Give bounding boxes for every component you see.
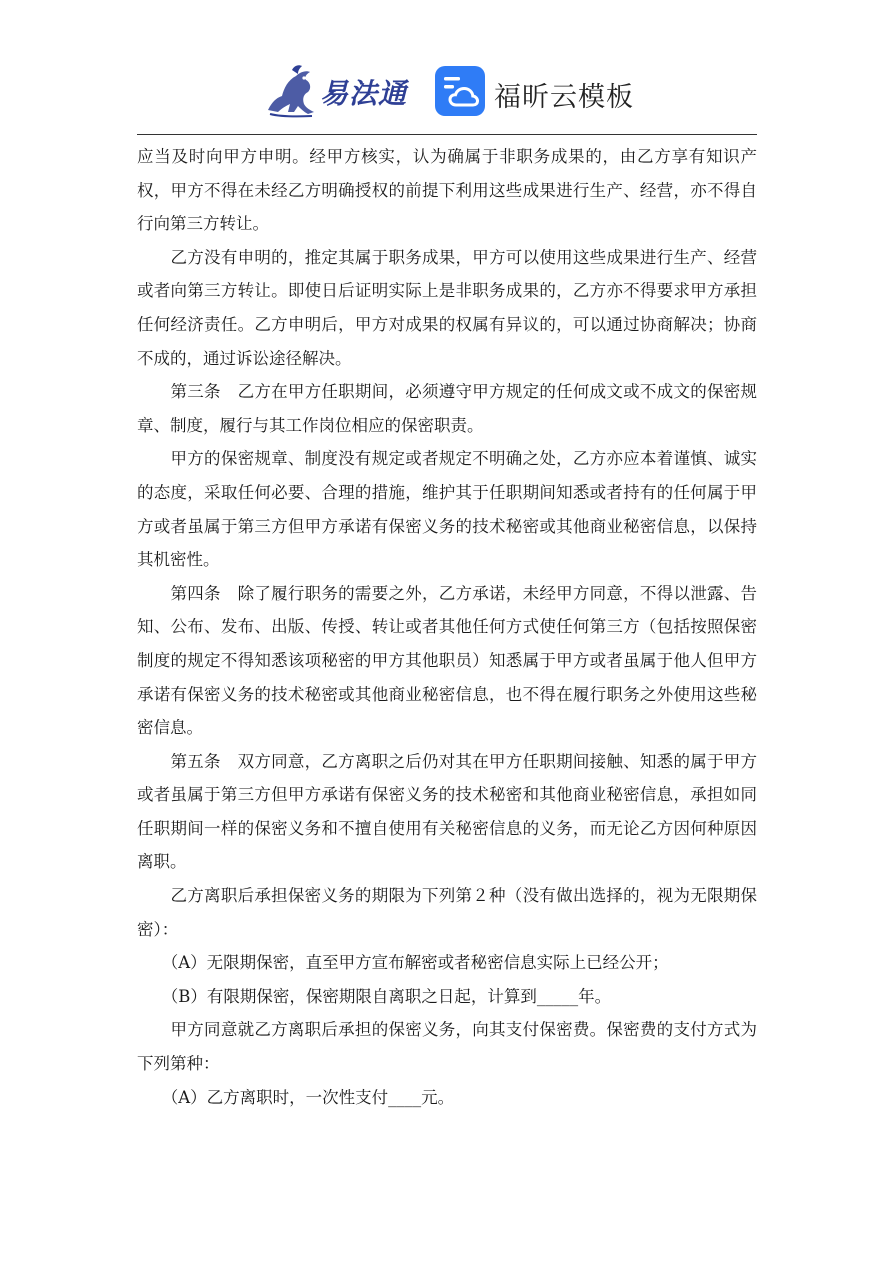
paragraph-3: 第三条 乙方在甲方任职期间，必须遵守甲方规定的任何成文或不成文的保密规章、制度，履行与其工作岗位相应的保密职责。 — [137, 382, 757, 435]
paragraph-9: （B）有限期保密，保密期限自离职之日起，计算到_____年。 — [137, 986, 612, 1006]
paragraph-6: 第五条 双方同意，乙方离职之后仍对其在甲方任职期间接触、知悉的属于甲方或者虽属于第三方但甲方承诺有保密义务的技术秘密和其他商业秘密信息，承担如同任职期间一样的保密义务和不擅自使用有关秘密信息的义务，而无论乙方因何种原因离职。 — [137, 751, 757, 872]
logo2-text: 福昕云模板 — [494, 82, 634, 113]
logo1-text: 易法通 — [320, 77, 408, 110]
paragraph-10: 甲方同意就乙方离职后承担的保密义务，向其支付保密费。保密费的支付方式为下列第种： — [137, 1020, 757, 1074]
header-divider — [137, 134, 757, 135]
paragraph-8: （A）无限期保密，直至甲方宣布解密或者秘密信息实际上已经公开； — [137, 953, 669, 973]
paragraph-11: （A）乙方离职时，一次性支付____元。 — [137, 1087, 455, 1107]
qilin-mascot-icon — [262, 62, 322, 120]
paragraph-2: 乙方没有申明的，推定其属于职务成果，甲方可以使用这些成果进行生产、经营或者向第三方转让。即使日后证明实际上是非职务成果的，乙方亦不得要求甲方承担任何经济责任。乙方申明后，甲方对成果的权属有异议的，可以通过协商解决；协商不成的，通过诉讼途径解决。 — [137, 247, 757, 368]
yifatong-logo — [262, 62, 427, 120]
paragraph-1: 应当及时向甲方申明。经甲方核实，认为确属于非职务成果的，由乙方享有知识产权，甲方不得在未经乙方明确授权的前提下利用这些成果进行生产、经营，亦不得自行向第三方转让。 — [137, 147, 757, 234]
paragraph-4: 甲方的保密规章、制度没有规定或者规定不明确之处，乙方亦应本着谨慎、诚实的态度，采取任何必要、合理的措施，维护其于任职期间知悉或者持有的任何属于甲方或者虽属于第三方但甲方承诺有保密义务的技术秘密或其他商业秘密信息，以保持其机密性。 — [137, 449, 757, 570]
document-body — [137, 140, 757, 1114]
paragraph-7: 乙方离职后承担保密义务的期限为下列第２种（没有做出选择的，视为无限期保密）： — [137, 886, 757, 939]
foxit-template-logo — [434, 65, 644, 117]
page-header — [0, 58, 893, 124]
cloud-document-icon — [434, 65, 486, 117]
paragraph-5: 第四条 除了履行职务的需要之外，乙方承诺，未经甲方同意，不得以泄露、告知、公布、发布、出版、传授、转让或者其他任何方式使任何第三方（包括按照保密制度的规定不得知悉该项秘密的甲方其他职员）知悉属于甲方或者虽属于他人但甲方承诺有保密义务的技术秘密或其他商业秘密信息，也不得在履行职务之外使用这些秘密信息。 — [137, 583, 757, 738]
